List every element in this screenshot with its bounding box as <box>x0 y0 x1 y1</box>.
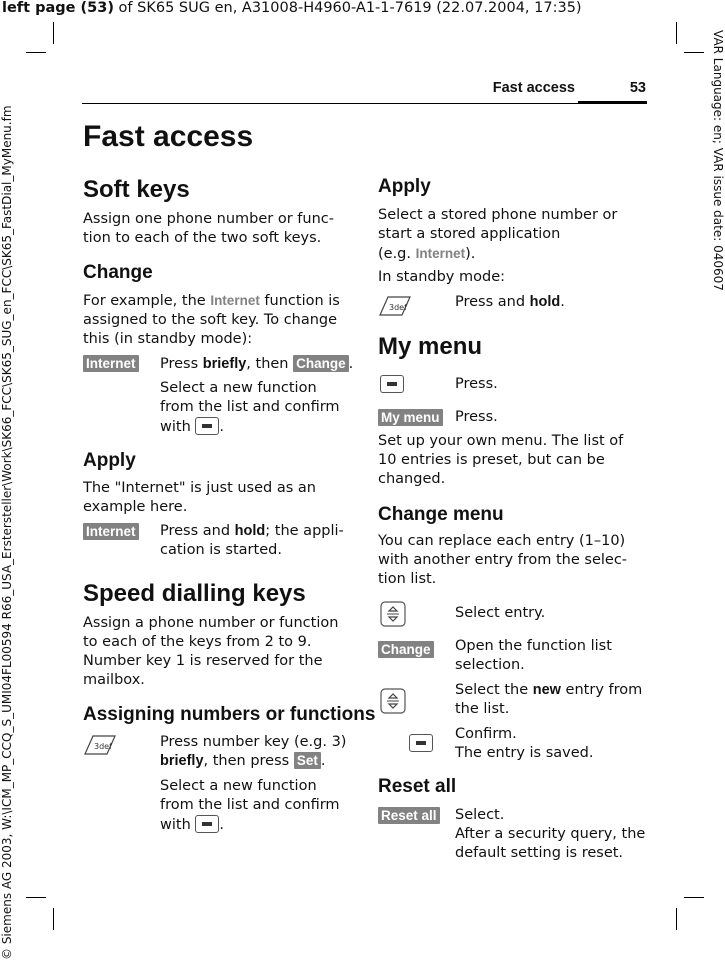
step-bold-hold: hold <box>234 523 266 539</box>
crop-mark <box>26 52 46 53</box>
key-3-icon <box>83 734 117 756</box>
menu-button-icon <box>380 375 404 393</box>
section-heading-my-menu: My menu <box>378 333 483 360</box>
step-text: , then <box>246 356 294 372</box>
page-title: Fast access <box>83 120 254 153</box>
text: . <box>560 294 565 310</box>
key-3-icon <box>378 295 412 317</box>
print-header-bold: left page (53) <box>2 0 114 16</box>
apply-right-text: Select a stored phone number or start a stored application <box>378 207 618 242</box>
setup-text: Set up your own menu. The list of 10 entries is preset, but can be changed. <box>378 433 624 487</box>
page-number: 53 <box>629 80 646 96</box>
text: entry from the list. <box>455 682 643 717</box>
header-rule <box>82 103 647 104</box>
step-text: . <box>219 817 224 833</box>
change-menu-text: You can replace each entry (1–10) with another entry from the selec-tion list. <box>378 533 628 587</box>
menu-button-icon <box>195 815 219 833</box>
security-text: After a security query, the default setting is reset. <box>455 826 646 861</box>
subheading-change: Change <box>83 262 153 283</box>
softkey-internet: Internet <box>83 355 139 372</box>
text: (e.g. <box>378 246 416 262</box>
select-new-text <box>455 681 650 719</box>
softkey-change: Change <box>293 355 349 372</box>
side-copyright: © Siemens AG 2003, W:\ICM_MP_CCQ_S_UMI04FL00594 R66_USA_Erstersteller\Work\SK66_FCC\SK65_SUG_en_FCC\SK65_FastDial_MyMenu.fm <box>0 105 14 960</box>
softkey-change-menu: Change <box>378 641 434 658</box>
step-text: Select a new function from the list and confirm with <box>160 380 340 435</box>
speed-step-select <box>160 777 340 835</box>
step-text: Press and <box>160 523 235 539</box>
crop-mark <box>53 908 54 930</box>
saved-text: The entry is saved. <box>455 745 594 761</box>
subheading-apply: Apply <box>83 450 136 471</box>
speed-intro: Assign a phone number or function to each of the keys from 2 to 9. Number key 1 is reserved for the mailbox. <box>83 615 339 688</box>
step-text: . <box>320 753 326 769</box>
soft-keys-intro: Assign one phone number or func-tion to each of the two soft keys. <box>83 211 334 246</box>
apply-text: The "Internet" is just used as an example here. <box>83 480 316 515</box>
softkey-reset-all: Reset all <box>378 807 440 824</box>
softkey-set: Set <box>294 752 321 769</box>
confirm-text: Confirm. <box>455 726 517 742</box>
bold-new: new <box>532 682 561 698</box>
subheading-apply-right: Apply <box>378 176 431 197</box>
step-text: Select a new function from the list and confirm with <box>160 778 340 833</box>
subheading-assigning: Assigning numbers or functions <box>83 704 376 725</box>
crop-mark <box>676 22 677 44</box>
header-rule-thick <box>578 101 647 104</box>
section-heading-speed: Speed dialling keys <box>83 580 306 607</box>
press-text: Press. <box>455 409 498 425</box>
step-text: Press number key (e.g. 3) <box>160 734 347 750</box>
print-header-rest: of SK65 SUG en, A31008-H4960-A1-1-7619 (22.07.2004, 17:35) <box>113 0 582 16</box>
step-text: . <box>219 419 224 435</box>
navigation-key-icon <box>380 601 406 627</box>
internet-inline: Internet <box>210 293 260 308</box>
step-bold-briefly: briefly <box>202 356 247 372</box>
step-text: Press <box>160 356 203 372</box>
menu-button-icon <box>409 734 433 752</box>
change-text <box>83 291 353 349</box>
select-text: Select. <box>455 807 505 823</box>
press-hold-step <box>455 293 565 312</box>
step-press-briefly <box>160 355 360 374</box>
key-3-label: 3def <box>94 742 112 751</box>
subheading-reset-all: Reset all <box>378 776 457 797</box>
step-text: . <box>348 356 354 372</box>
crop-mark <box>676 908 677 930</box>
crop-mark <box>684 897 704 898</box>
standby-label: In standby mode: <box>378 269 505 285</box>
apply-step <box>160 522 350 560</box>
side-var-info: VAR Language: en; VAR issue date: 040607 <box>711 30 725 291</box>
print-header <box>2 0 582 16</box>
change-text-post: function is assigned to the soft key. To change this (in standby mode): <box>83 293 340 347</box>
open-list-text: Open the function list selection. <box>455 638 612 673</box>
step-select-function <box>160 379 340 437</box>
step-bold-briefly: briefly <box>160 753 204 769</box>
internet-inline: Internet <box>415 246 466 261</box>
crop-mark <box>26 897 46 898</box>
text: ). <box>465 246 476 262</box>
step-bold-hold: hold <box>529 294 561 310</box>
subheading-change-menu: Change menu <box>378 504 504 525</box>
step-text: , then press <box>203 753 294 769</box>
section-heading-soft-keys: Soft keys <box>83 176 190 203</box>
step-text: ; the appli-cation is started. <box>160 523 344 558</box>
menu-button-icon <box>195 417 219 435</box>
apply-right-eg <box>378 244 638 264</box>
change-text-pre: For example, the <box>83 293 211 309</box>
key-3-label: 3def <box>389 303 407 312</box>
softkey-internet-apply: Internet <box>83 523 139 540</box>
crop-mark <box>684 52 704 53</box>
press-text: Press. <box>455 376 498 392</box>
navigation-key-icon <box>380 688 406 714</box>
softkey-my-menu: My menu <box>378 409 443 426</box>
text: Select the <box>455 682 533 698</box>
running-header-title: Fast access <box>492 80 575 96</box>
select-entry-text: Select entry. <box>455 605 546 621</box>
text: Press and <box>455 294 530 310</box>
speed-step <box>160 733 355 771</box>
crop-mark <box>53 22 54 44</box>
